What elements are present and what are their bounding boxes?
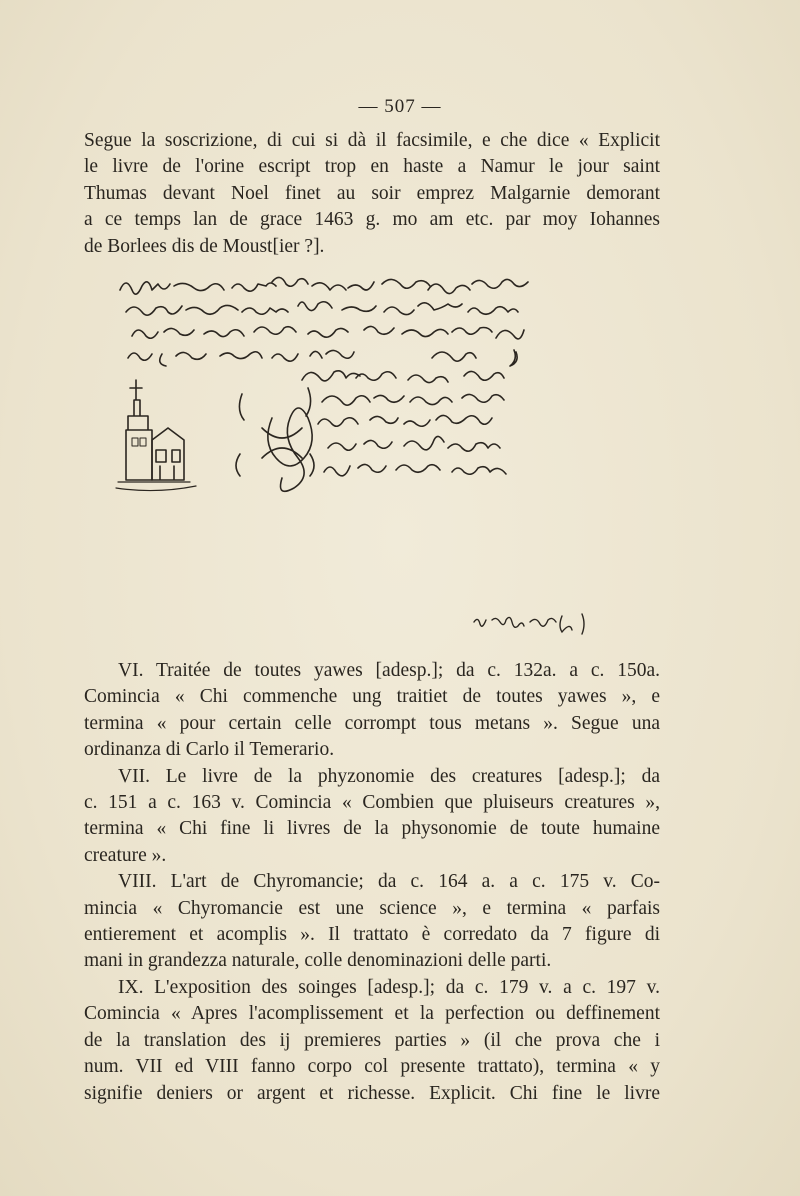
sections-list xyxy=(84,658,660,1107)
intro-line: a ce temps lan de grace 1463 g. mo am etc. par moy Iohannes xyxy=(84,209,660,231)
section-line: c. 151 a c. 163 v. Comincia « Combien que pluiseurs creatures », xyxy=(84,792,660,814)
section-line: de la translation des ij premieres parties » (il che prova che i xyxy=(84,1029,660,1051)
section-vi xyxy=(84,658,660,764)
section-line: num. VII ed VIII fanno corpo col presente trattato), termina « y xyxy=(84,1056,660,1078)
handwritten-colophon-facsimile-icon xyxy=(112,268,632,508)
section-viii xyxy=(84,869,660,975)
section-line: entierement et acomplis ». Il trattato è corredato da 7 figure di xyxy=(84,924,660,946)
intro-line: Segue la soscrizione, di cui si dà il facsimile, e che dice « Explicit xyxy=(84,130,660,151)
section-line: Comincia « Apres l'acomplissement et la perfection ou deffinement xyxy=(84,1003,660,1025)
section-line: VII. Le livre de la phyzonomie des creatures [adesp.]; da xyxy=(118,765,660,787)
section-line: mincia « Chyromancie est une science », e termina « parfais xyxy=(84,897,660,919)
intro-line: le livre de l'orine escript trop en haste a Namur le jour saint xyxy=(84,156,660,178)
section-line: ordinanza di Carlo il Temerario. xyxy=(84,739,335,761)
handwritten-signature-mark-icon xyxy=(470,608,610,638)
intro-line: Thumas devant Noel finet au soir emprez Malgarnie demorant xyxy=(84,182,660,204)
section-line: VI. Traitée de toutes yawes [adesp.]; da c. 132a. a c. 150a. xyxy=(118,660,660,681)
page-number: — 507 — xyxy=(358,96,442,117)
section-line: mani in grandezza naturale, colle denominazioni delle parti. xyxy=(84,950,552,972)
section-line: creature ». xyxy=(84,844,167,866)
section-line: IX. L'exposition des soinges [adesp.]; da c. 179 v. a c. 197 v. xyxy=(118,976,660,998)
section-line: termina « Chi fine li livres de la physonomie de toute humaine xyxy=(84,818,660,840)
section-line: Comincia « Chi commenche ung traitiet de toutes yawes », e xyxy=(84,686,660,708)
section-line: termina « pour certain celle corrompt tous metans ». Segue una xyxy=(84,712,660,734)
intro-paragraph xyxy=(84,128,660,260)
intro-line: de Borlees dis de Moust[ier ?]. xyxy=(84,235,325,257)
section-line: VIII. L'art de Chyromancie; da c. 164 a. a c. 175 v. Co- xyxy=(118,871,660,893)
section-vii xyxy=(84,764,660,870)
section-line: signifie deniers or argent et richesse. Explicit. Chi fine le livre xyxy=(84,1082,660,1104)
section-ix xyxy=(84,975,660,1107)
